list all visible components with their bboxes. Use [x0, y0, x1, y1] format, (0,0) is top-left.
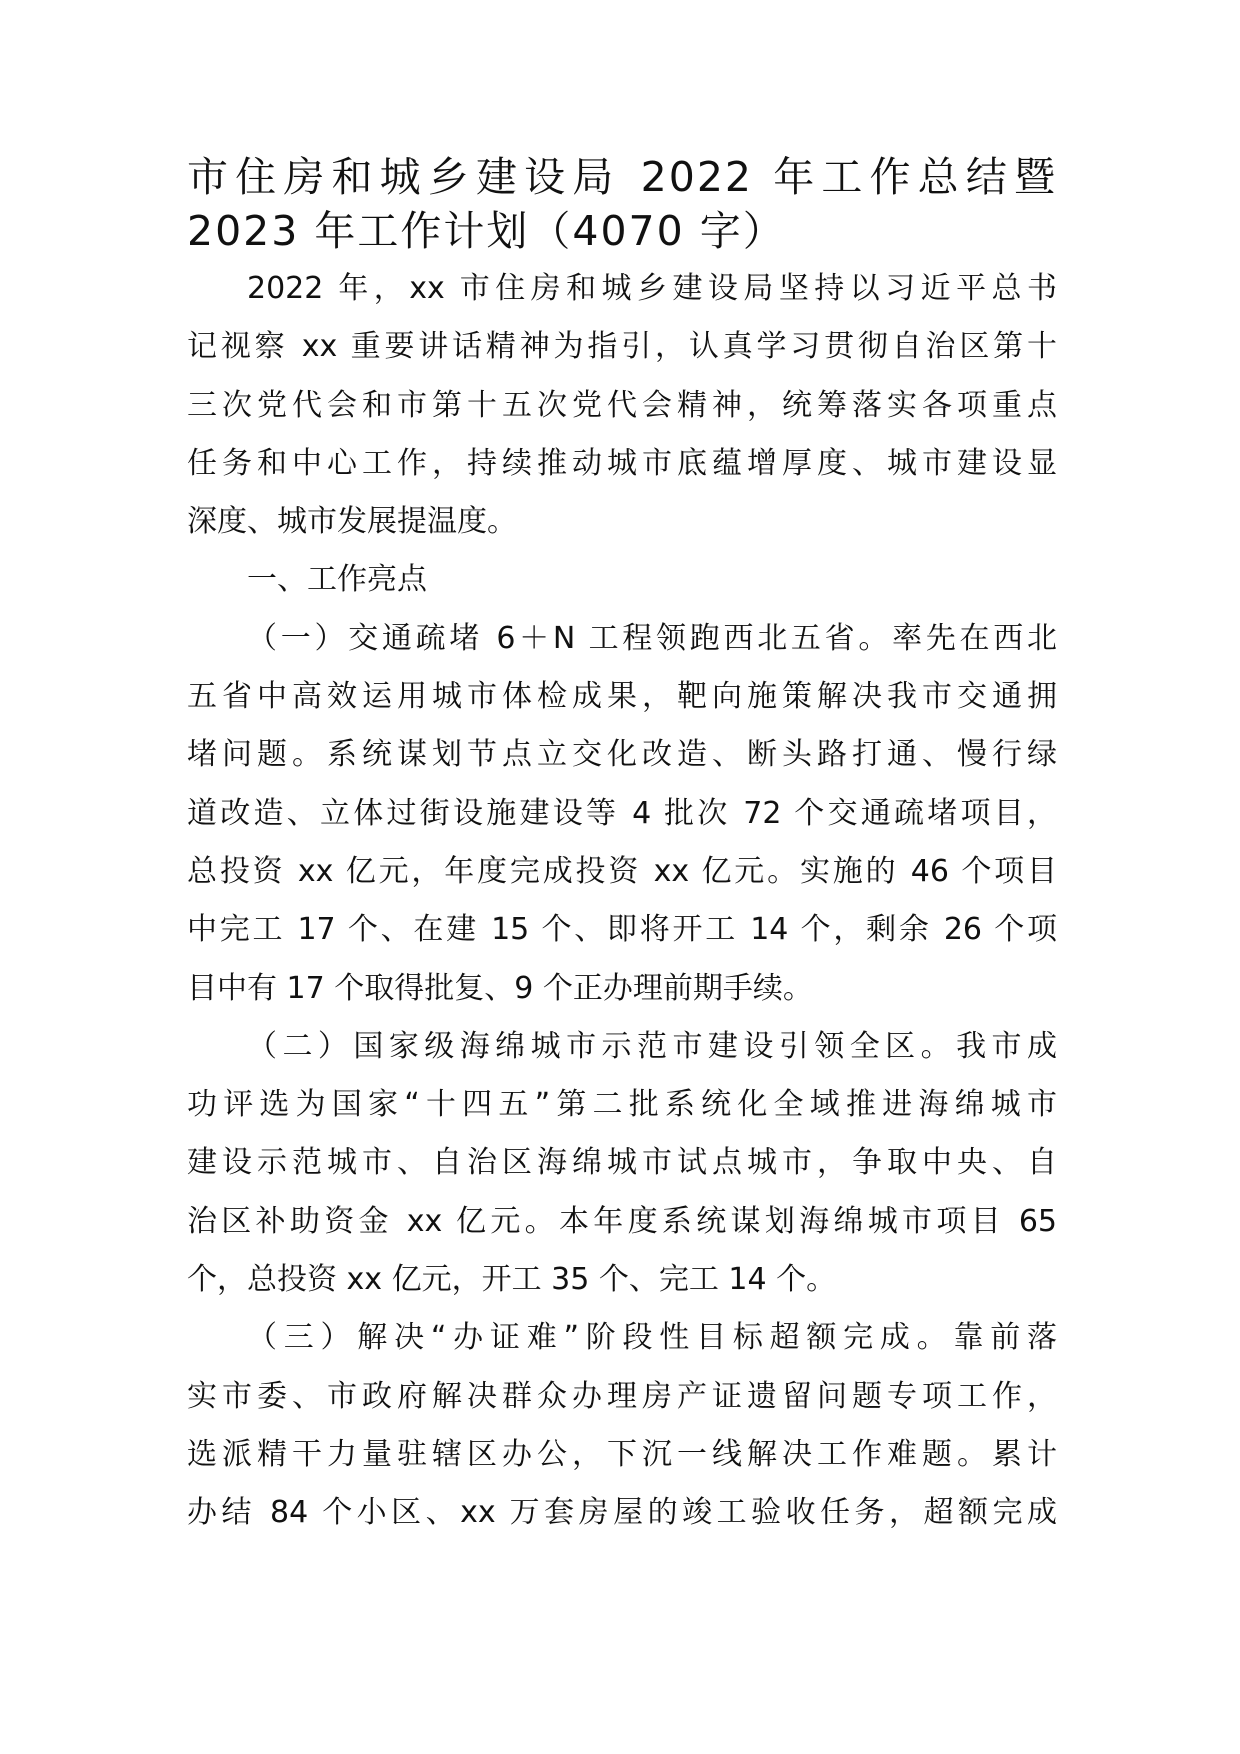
text-line: 堵问题。系统谋划节点立交化改造、断头路打通、慢行绿	[187, 737, 1057, 773]
text-line: （二）国家级海绵城市示范市建设引领全区。我市成	[247, 1028, 1057, 1064]
document-title	[187, 150, 1057, 258]
text-line: 目中有 17 个取得批复、9 个正办理前期手续。	[187, 970, 813, 1006]
text-line: 个，总投资 xx 亿元，开工 35 个、完工 14 个。	[187, 1262, 837, 1298]
text-line: 治区补助资金 xx 亿元。本年度系统谋划海绵城市项目 65	[187, 1203, 1057, 1239]
text-line: 办结 84 个小区、xx 万套房屋的竣工验收任务，超额完成	[187, 1495, 1057, 1531]
section-heading	[187, 551, 1057, 609]
paragraph-traffic	[187, 610, 1057, 1018]
text-line: 道改造、立体过街设施建设等 4 批次 72 个交通疏堵项目，	[187, 795, 1057, 831]
text-line: 深度、城市发展提温度。	[187, 504, 517, 540]
paragraph-certificates	[187, 1309, 1057, 1542]
text-line: 三次党代会和市第十五次党代会精神，统筹落实各项重点	[187, 387, 1057, 423]
section-heading-text: 一、工作亮点	[247, 562, 427, 598]
text-line: 2022 年，xx 市住房和城乡建设局坚持以习近平总书	[247, 271, 1057, 306]
document-page	[187, 150, 1057, 1543]
paragraph-intro	[187, 260, 1057, 551]
text-line: 总投资 xx 亿元，年度完成投资 xx 亿元。实施的 46 个项目	[187, 853, 1057, 889]
title-line-1: 市住房和城乡建设局 2022 年工作总结暨	[187, 153, 1057, 201]
text-line: （一）交通疏堵 6＋N 工程领跑西北五省。率先在西北	[247, 620, 1057, 656]
paragraph-sponge-city	[187, 1018, 1057, 1309]
text-line: 功评选为国家“十四五”第二批系统化全域推进海绵城市	[187, 1087, 1057, 1123]
title-line-2: 2023 年工作计划（4070 字）	[187, 207, 786, 255]
text-line: 五省中高效运用城市体检成果，靶向施策解决我市交通拥	[187, 679, 1057, 715]
text-line: （三）解决“办证难”阶段性目标超额完成。靠前落	[247, 1320, 1057, 1356]
text-line: 实市委、市政府解决群众办理房产证遗留问题专项工作，	[187, 1378, 1057, 1414]
document-body	[187, 260, 1057, 1543]
text-line: 选派精干力量驻辖区办公，下沉一线解决工作难题。累计	[187, 1436, 1057, 1472]
text-line: 中完工 17 个、在建 15 个、即将开工 14 个，剩余 26 个项	[187, 912, 1057, 948]
text-line: 记视察 xx 重要讲话精神为指引，认真学习贯彻自治区第十	[187, 329, 1057, 365]
text-line: 任务和中心工作，持续推动城市底蕴增厚度、城市建设显	[187, 445, 1057, 481]
text-line: 建设示范城市、自治区海绵城市试点城市，争取中央、自	[187, 1145, 1057, 1181]
